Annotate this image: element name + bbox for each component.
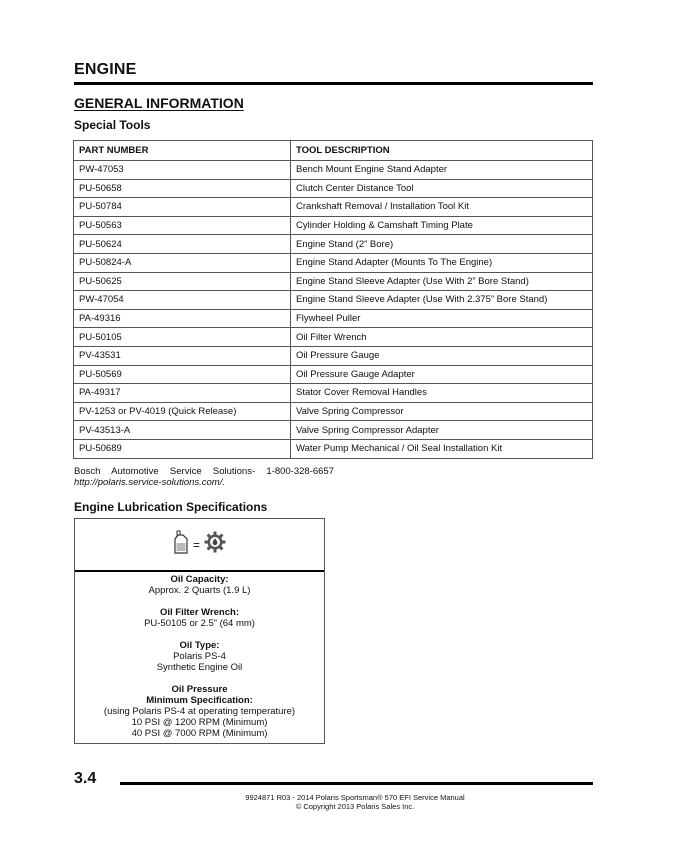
part-number-cell: PU-50563 [74,216,291,235]
tool-description-cell: Bench Mount Engine Stand Adapter [291,161,593,180]
copyright-line: © Copyright 2013 Polaris Sales Inc. [295,802,415,811]
table-row [74,365,593,384]
tool-description-cell: Oil Pressure Gauge [291,346,593,365]
table-row [74,402,593,421]
oil-capacity-value: Approx. 2 Quarts (1.9 L) [148,585,251,596]
oil-pressure-value: (using Polaris PS-4 at operating temperature) [103,706,296,717]
oil-bottle-icon [173,530,189,559]
lubrication-heading: Engine Lubrication Specifications [74,500,268,514]
bosch-contact: Bosch Automotive Service Solutions- 1-800-328-6657 [74,466,334,477]
tool-description-cell: Crankshaft Removal / Installation Tool Kit [291,198,593,217]
part-number-cell: PU-50824-A [74,253,291,272]
special-tools-table [73,140,593,459]
table-row [74,161,593,180]
engine-gear-icon [204,531,226,558]
table-row [74,439,593,458]
tool-description-cell: Engine Stand Adapter (Mounts To The Engine) [291,253,593,272]
table-row [74,216,593,235]
oil-type-value: Polaris PS-4 [173,651,226,662]
tool-description-cell: Cylinder Holding & Camshaft Timing Plate [291,216,593,235]
tool-description-cell: Engine Stand (2” Bore) [291,235,593,254]
oil-capacity-label: Oil Capacity: [170,574,229,585]
footer-rule [120,782,593,785]
tool-description-cell: Clutch Center Distance Tool [291,179,593,198]
table-row [74,235,593,254]
part-number-cell: PU-50624 [74,235,291,254]
oil-pressure-value: 40 PSI @ 7000 RPM (Minimum) [131,728,268,739]
oil-type-value: Synthetic Engine Oil [156,662,243,673]
special-tools-heading: Special Tools [74,118,151,132]
table-row [74,384,593,403]
general-information-heading: GENERAL INFORMATION [74,95,244,111]
tool-description-cell: Oil Filter Wrench [291,328,593,347]
manual-line: 9924871 R03 - 2014 Polaris Sportsman® 570 EFI Service Manual [245,793,465,802]
bosch-url[interactable]: http://polaris.service-solutions.com/. [74,477,226,488]
part-number-cell: PW-47053 [74,161,291,180]
equals-sign: = [192,537,200,552]
part-number-header: PART NUMBER [74,141,291,161]
table-row [74,309,593,328]
table-row [74,179,593,198]
tool-description-cell: Valve Spring Compressor Adapter [291,421,593,440]
oil-pressure-value: 10 PSI @ 1200 RPM (Minimum) [131,717,268,728]
oil-filter-value: PU-50105 or 2.5” (64 mm) [144,618,255,629]
table-row [74,421,593,440]
lubrication-icon-row [75,519,324,572]
tool-description-cell: Engine Stand Sleeve Adapter (Use With 2.375” Bore Stand) [291,291,593,310]
table-row [74,291,593,310]
table-row [74,272,593,291]
tool-description-cell: Valve Spring Compressor [291,402,593,421]
footer-text [200,793,510,811]
part-number-cell: PV-1253 or PV-4019 (Quick Release) [74,402,291,421]
part-number-cell: PU-50105 [74,328,291,347]
part-number-cell: PV-43513-A [74,421,291,440]
oil-filter-label: Oil Filter Wrench: [159,607,239,618]
part-number-cell: PU-50689 [74,439,291,458]
part-number-cell: PA-49317 [74,384,291,403]
part-number-cell: PU-50625 [74,272,291,291]
table-row [74,198,593,217]
oil-type-label: Oil Type: [179,640,220,651]
part-number-cell: PV-43531 [74,346,291,365]
part-number-cell: PU-50784 [74,198,291,217]
tool-description-cell: Oil Pressure Gauge Adapter [291,365,593,384]
table-row [74,253,593,272]
part-number-cell: PU-50569 [74,365,291,384]
oil-pressure-label: Oil Pressure [171,684,228,695]
table-header-row [74,141,593,161]
part-number-cell: PA-49316 [74,309,291,328]
tool-description-cell: Stator Cover Removal Handles [291,384,593,403]
bosch-note [74,466,334,488]
page-number: 3.4 [74,770,97,787]
header-rule [74,82,593,85]
section-title: ENGINE [74,61,137,78]
table-row [74,346,593,365]
oil-pressure-label: Minimum Specification: [146,695,253,706]
table-row [74,328,593,347]
tool-description-cell: Engine Stand Sleeve Adapter (Use With 2” Bore Stand) [291,272,593,291]
lubrication-spec-text [75,574,324,739]
tool-description-cell: Water Pump Mechanical / Oil Seal Installation Kit [291,439,593,458]
lubrication-spec-box [74,518,325,744]
tool-description-header: TOOL DESCRIPTION [291,141,593,161]
part-number-cell: PU-50658 [74,179,291,198]
tool-description-cell: Flywheel Puller [291,309,593,328]
part-number-cell: PW-47054 [74,291,291,310]
